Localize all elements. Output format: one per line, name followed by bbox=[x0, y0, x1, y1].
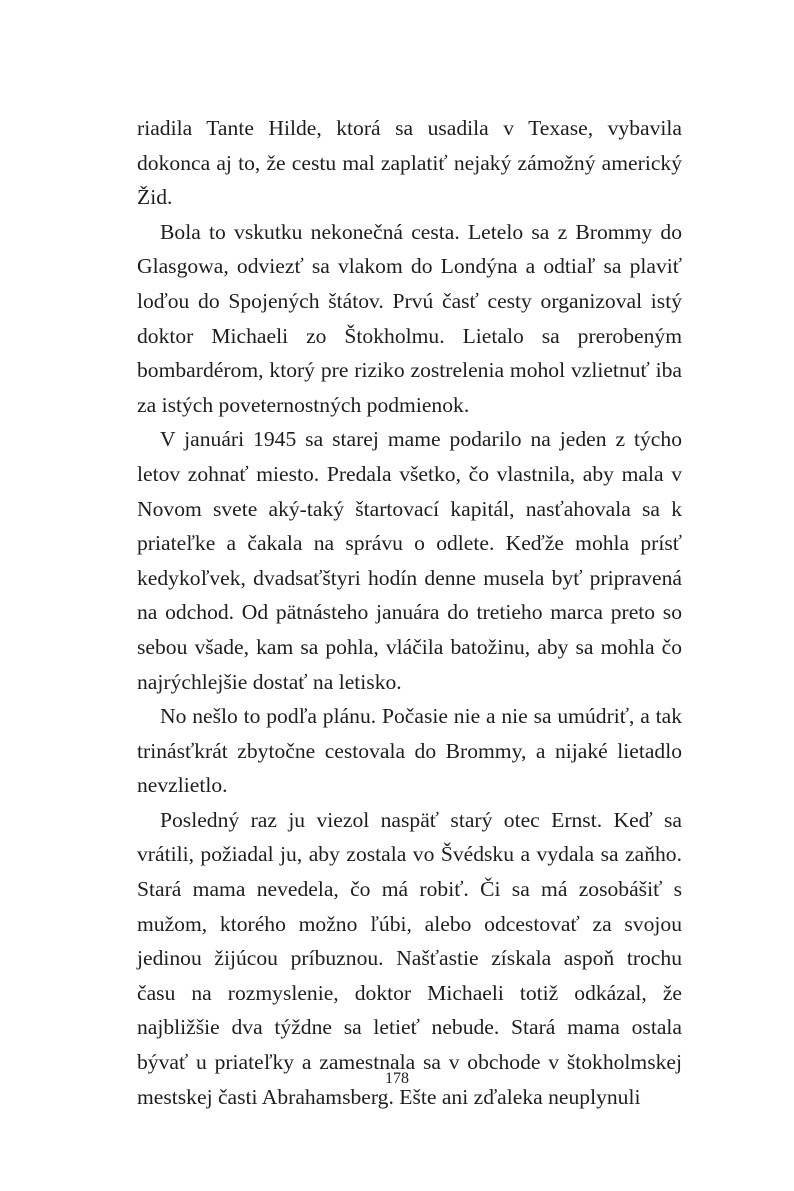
paragraph-3: V januári 1945 sa starej mame podarilo na jeden z týcho letov zohnať miesto. Predala všetko, čo vlastnila, aby mala v Novom svete aký-taký štartovací kapitál, nasťahovala sa k priateľke a čakala na správu o odlete. Keďže mohla prísť kedykoľvek, dvadsaťštyri hodín denne musela byť pripravená na odchod. Od pätnásteho januára do tretieho marca preto so sebou všade, kam sa pohla, vláčila batožinu, aby sa mohla čo najrýchlejšie dostať na letisko. bbox=[137, 427, 682, 694]
paragraph-5: Posledný raz ju viezol naspäť starý otec Ernst. Keď sa vrátili, požiadal ju, aby zostala vo Švédsku a vydala sa zaňho. Stará mama nevedela, čo má robiť. Či sa má zosobášiť s mužom, ktorého možno ľúbi, alebo odcestovať za svojou jedinou žijúcou príbuznou. Našťastie získala aspoň trochu času na rozmyslenie, doktor Michaeli totiž odkázal, že najbližšie dva týždne sa letieť nebude. Stará mama ostala bývať u priateľky a zamestnala sa v obchode v štokholmskej mestskej časti Abrahamsberg. Ešte ani zďaleka neuplynuli bbox=[137, 807, 682, 1109]
paragraph-2: Bola to vskutku nekonečná cesta. Letelo sa z Brommy do Glasgowa, odviezť sa vlakom do Londýna a odtiaľ sa plaviť loďou do Spojených štátov. Prvú časť cesty organizoval istý doktor Michaeli zo Štokholmu. Lietalo sa prerobeným bombardérom, ktorý pre riziko zostrelenia mohol vzlietnuť iba za istých poveternostných podmienok. bbox=[137, 219, 682, 417]
paragraph-4: No nešlo to podľa plánu. Počasie nie a nie sa umúdriť, a tak trinásťkrát zbytočne cestovala do Brommy, a nijaké lietadlo nevzlietlo. bbox=[137, 704, 682, 798]
body-text bbox=[137, 111, 682, 1114]
page-number: 178 bbox=[385, 1070, 409, 1087]
paragraph-1: riadila Tante Hilde, ktorá sa usadila v Texase, vybavila dokonca aj to, že cestu mal zaplatiť nejaký zámožný americký Žid. bbox=[137, 116, 682, 210]
